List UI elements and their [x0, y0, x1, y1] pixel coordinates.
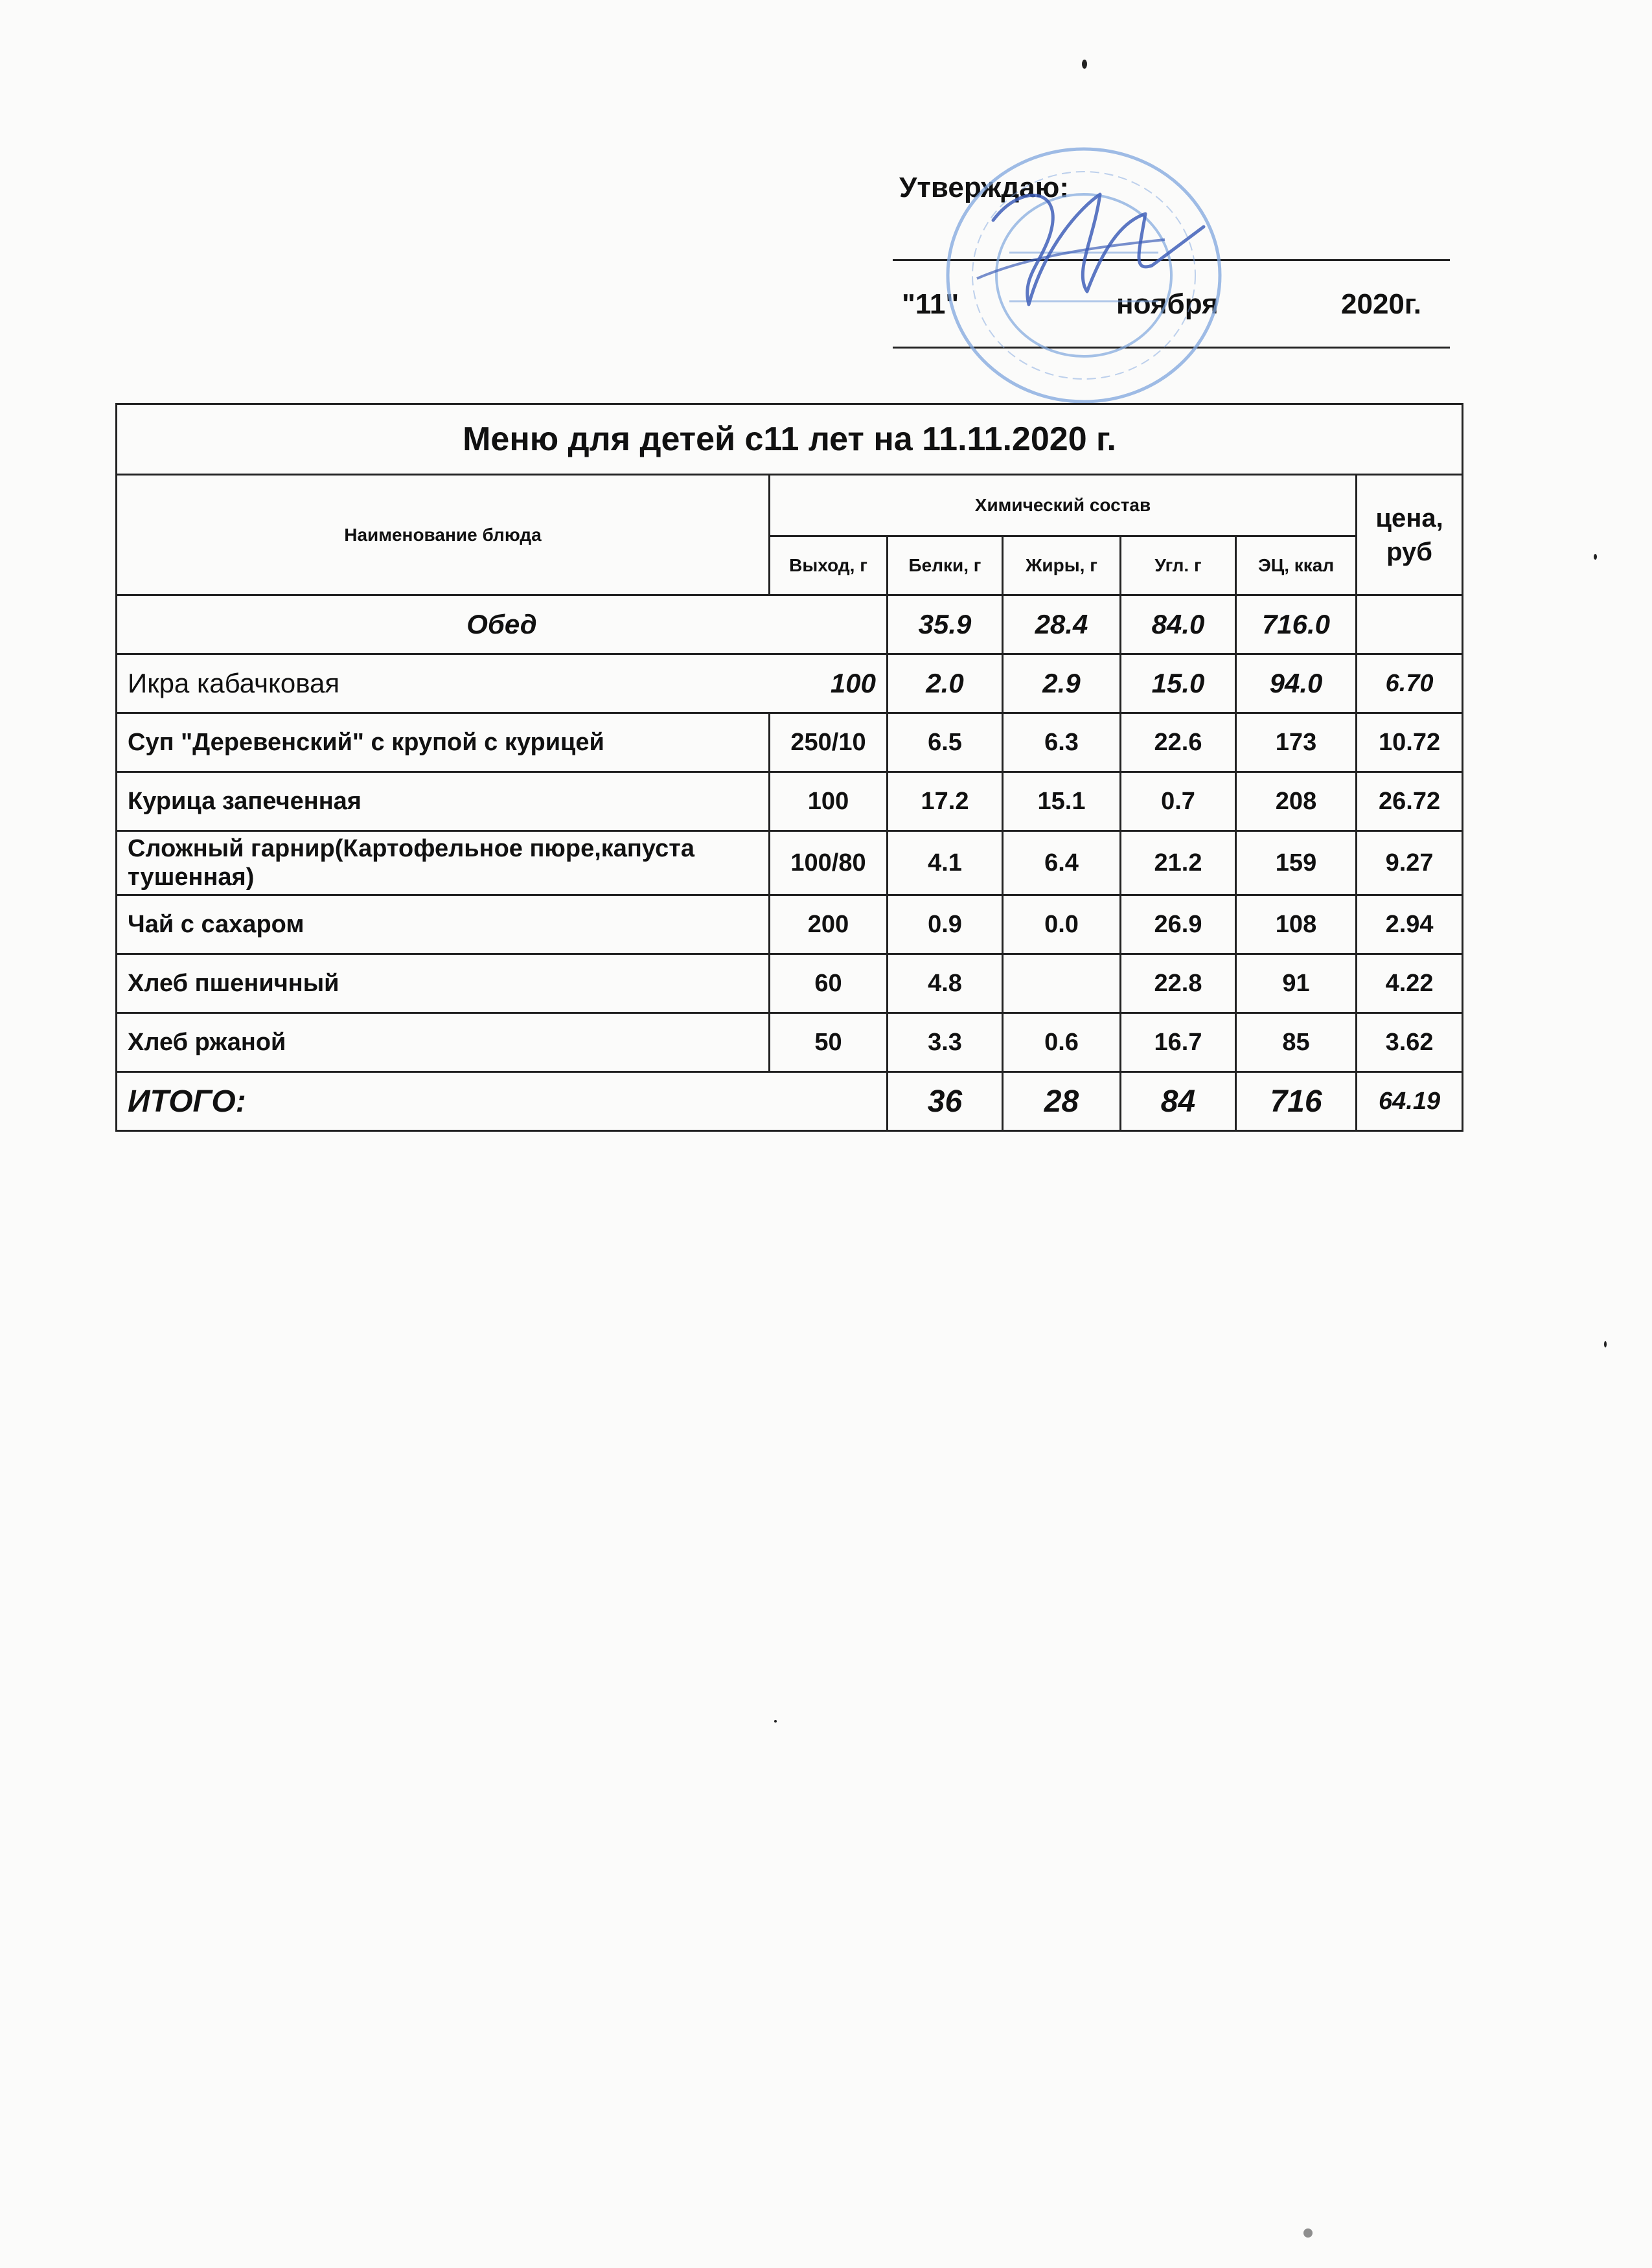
dish-price: 10.72	[1357, 713, 1463, 772]
group-energy: 716.0	[1236, 595, 1357, 654]
header-chemical-composition: Химический состав	[770, 475, 1357, 536]
dish-energy: 94.0	[1236, 654, 1357, 713]
dish-name: Курица запеченная	[117, 772, 770, 831]
dish-yield: 250/10	[770, 713, 888, 772]
dish-protein: 6.5	[888, 713, 1003, 772]
dish-protein: 2.0	[888, 654, 1003, 713]
approval-title: Утверждаю:	[899, 172, 1069, 203]
approval-month: ноября	[1116, 288, 1219, 320]
group-carbs: 84.0	[1121, 595, 1236, 654]
dish-name: Хлеб пшеничный	[117, 954, 770, 1013]
dish-protein: 4.1	[888, 831, 1003, 895]
total-carbs: 84	[1121, 1072, 1236, 1131]
dish-protein: 3.3	[888, 1013, 1003, 1072]
dish-energy: 85	[1236, 1013, 1357, 1072]
dish-price: 4.22	[1357, 954, 1463, 1013]
dish-yield: 100	[770, 772, 888, 831]
header-carbs: Угл. г	[1121, 536, 1236, 595]
group-protein: 35.9	[888, 595, 1003, 654]
dish-energy: 108	[1236, 895, 1357, 954]
dish-price: 3.62	[1357, 1013, 1463, 1072]
dish-fat: 2.9	[1003, 654, 1121, 713]
header-dish-name: Наименование блюда	[117, 475, 770, 595]
header-price: цена, руб	[1357, 475, 1463, 595]
total-fat: 28	[1003, 1072, 1121, 1131]
total-price: 64.19	[1357, 1072, 1463, 1131]
header-yield: Выход, г	[770, 536, 888, 595]
table-row	[117, 954, 1463, 1013]
table-row	[117, 895, 1463, 954]
group-fat: 28.4	[1003, 595, 1121, 654]
scan-speck	[774, 1720, 777, 1723]
dish-name: Чай с сахаром	[117, 895, 770, 954]
menu-table	[115, 403, 1463, 1132]
signature-line	[893, 259, 1450, 261]
header-protein: Белки, г	[888, 536, 1003, 595]
dish-carbs: 26.9	[1121, 895, 1236, 954]
table-row	[117, 713, 1463, 772]
group-row-lunch	[117, 595, 1463, 654]
approval-year: 2020г.	[1341, 288, 1422, 320]
dish-name: Суп "Деревенский" с крупой с курицей	[117, 713, 770, 772]
dish-name: Икра кабачковая	[117, 654, 770, 713]
dish-price: 2.94	[1357, 895, 1463, 954]
scan-speck	[1594, 554, 1597, 560]
date-line	[893, 347, 1450, 349]
dish-protein: 17.2	[888, 772, 1003, 831]
group-price	[1357, 595, 1463, 654]
table-title: Меню для детей с11 лет на 11.11.2020 г.	[117, 404, 1463, 475]
dish-carbs: 15.0	[1121, 654, 1236, 713]
dish-fat: 0.6	[1003, 1013, 1121, 1072]
approval-block	[893, 165, 1450, 353]
total-energy: 716	[1236, 1072, 1357, 1131]
dish-fat: 6.4	[1003, 831, 1121, 895]
dish-yield: 60	[770, 954, 888, 1013]
dish-yield: 100/80	[770, 831, 888, 895]
total-label: ИТОГО:	[117, 1072, 888, 1131]
dish-price: 26.72	[1357, 772, 1463, 831]
dish-price: 6.70	[1357, 654, 1463, 713]
dish-carbs: 0.7	[1121, 772, 1236, 831]
dish-yield: 50	[770, 1013, 888, 1072]
dish-protein: 4.8	[888, 954, 1003, 1013]
dish-energy: 173	[1236, 713, 1357, 772]
dish-carbs: 21.2	[1121, 831, 1236, 895]
dish-price: 9.27	[1357, 831, 1463, 895]
dish-fat: 6.3	[1003, 713, 1121, 772]
dish-fat: 0.0	[1003, 895, 1121, 954]
scan-speck	[1082, 60, 1087, 69]
dish-name: Хлеб ржаной	[117, 1013, 770, 1072]
scan-speck	[1303, 2228, 1313, 2238]
dish-carbs: 22.8	[1121, 954, 1236, 1013]
total-protein: 36	[888, 1072, 1003, 1131]
table-row	[117, 831, 1463, 895]
table-row	[117, 654, 1463, 713]
dish-fat	[1003, 954, 1121, 1013]
dish-name: Сложный гарнир(Картофельное пюре,капуста тушенная)	[117, 831, 770, 895]
dish-energy: 91	[1236, 954, 1357, 1013]
header-energy: ЭЦ, ккал	[1236, 536, 1357, 595]
scan-speck	[1604, 1341, 1607, 1347]
table-row	[117, 772, 1463, 831]
table-row	[117, 1013, 1463, 1072]
total-row	[117, 1072, 1463, 1131]
header-fat: Жиры, г	[1003, 536, 1121, 595]
dish-fat: 15.1	[1003, 772, 1121, 831]
dish-carbs: 22.6	[1121, 713, 1236, 772]
dish-energy: 159	[1236, 831, 1357, 895]
dish-protein: 0.9	[888, 895, 1003, 954]
group-name: Обед	[117, 595, 888, 654]
approval-day: "11"	[902, 288, 959, 320]
dish-yield: 100	[770, 654, 888, 713]
dish-energy: 208	[1236, 772, 1357, 831]
dish-yield: 200	[770, 895, 888, 954]
dish-carbs: 16.7	[1121, 1013, 1236, 1072]
